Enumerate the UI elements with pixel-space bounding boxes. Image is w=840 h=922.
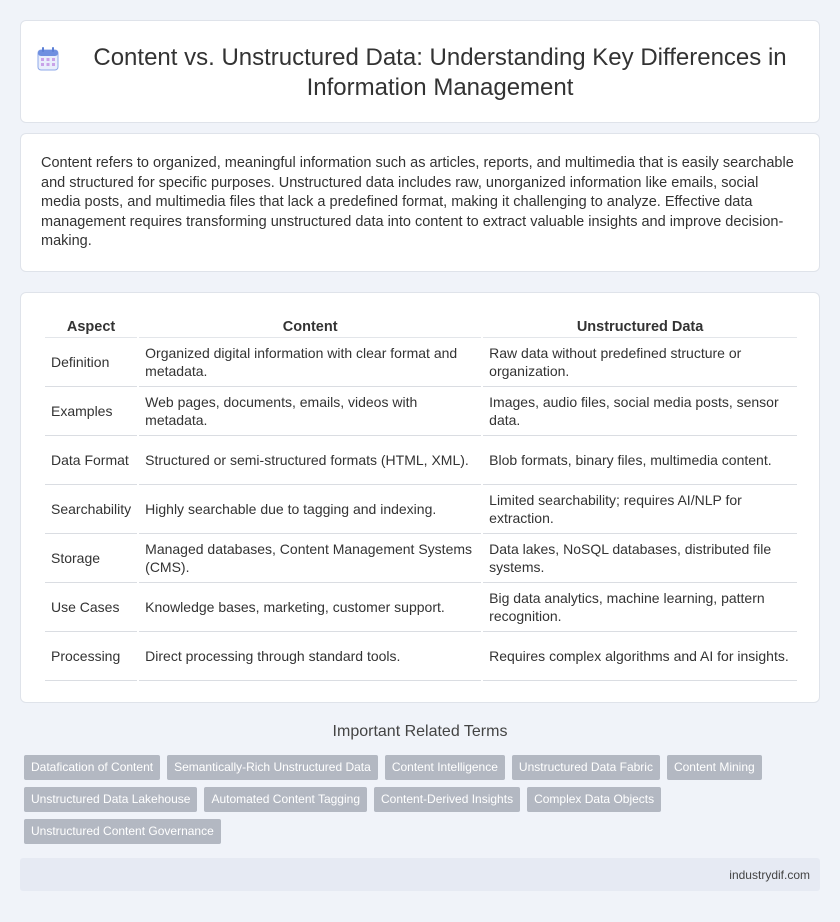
- calendar-icon: [37, 47, 59, 71]
- cell-content: Web pages, documents, emails, videos with metadata.: [139, 387, 481, 436]
- cell-content: Structured or semi-structured formats (HTML, XML).: [139, 436, 481, 485]
- table-row: [45, 583, 797, 632]
- cell-content: Knowledge bases, marketing, customer support.: [139, 583, 481, 632]
- cell-unstructured: Raw data without predefined structure or organization.: [483, 338, 797, 387]
- cell-aspect: Searchability: [45, 485, 137, 534]
- cell-aspect: Definition: [45, 338, 137, 387]
- cell-content: Organized digital information with clear format and metadata.: [139, 338, 481, 387]
- related-term-tag[interactable]: Unstructured Content Governance: [24, 819, 221, 844]
- intro-card: [20, 133, 820, 272]
- cell-unstructured: Data lakes, NoSQL databases, distributed file systems.: [483, 534, 797, 583]
- related-term-tag[interactable]: Automated Content Tagging: [204, 787, 367, 812]
- related-term-tag[interactable]: Unstructured Data Lakehouse: [24, 787, 197, 812]
- cell-aspect: Data Format: [45, 436, 137, 485]
- cell-unstructured: Images, audio files, social media posts, sensor data.: [483, 387, 797, 436]
- comparison-table: [43, 315, 799, 681]
- header-content: Content: [139, 315, 481, 338]
- related-term-tag[interactable]: Content Mining: [667, 755, 762, 780]
- table-row: [45, 485, 797, 534]
- header-aspect: Aspect: [45, 315, 137, 338]
- cell-unstructured: Limited searchability; requires AI/NLP for extraction.: [483, 485, 797, 534]
- header-unstructured: Unstructured Data: [483, 315, 797, 338]
- table-row: [45, 534, 797, 583]
- page-title: Content vs. Unstructured Data: Understanding Key Differences in Information Management: [93, 44, 787, 101]
- cell-content: Highly searchable due to tagging and indexing.: [139, 485, 481, 534]
- related-term-tag[interactable]: Datafication of Content: [24, 755, 160, 780]
- cell-unstructured: Big data analytics, machine learning, pattern recognition.: [483, 583, 797, 632]
- cell-aspect: Examples: [45, 387, 137, 436]
- footer-site-link[interactable]: industrydif.com: [729, 868, 810, 882]
- related-term-tag[interactable]: Content-Derived Insights: [374, 787, 520, 812]
- cell-content: Direct processing through standard tools.: [139, 632, 481, 681]
- cell-aspect: Use Cases: [45, 583, 137, 632]
- related-term-tag[interactable]: Unstructured Data Fabric: [512, 755, 660, 780]
- cell-content: Managed databases, Content Management Systems (CMS).: [139, 534, 481, 583]
- footer: [20, 858, 820, 891]
- related-term-tag[interactable]: Semantically-Rich Unstructured Data: [167, 755, 378, 780]
- table-row: [45, 436, 797, 485]
- related-terms-list: [24, 755, 804, 851]
- table-row: [45, 632, 797, 681]
- cell-unstructured: Requires complex algorithms and AI for insights.: [483, 632, 797, 681]
- comparison-card: [20, 292, 820, 703]
- cell-aspect: Storage: [45, 534, 137, 583]
- cell-unstructured: Blob formats, binary files, multimedia content.: [483, 436, 797, 485]
- related-term-tag[interactable]: Complex Data Objects: [527, 787, 661, 812]
- table-row: [45, 387, 797, 436]
- table-row: [45, 338, 797, 387]
- table-header-row: [45, 315, 797, 338]
- related-terms-heading: Important Related Terms: [332, 723, 508, 740]
- title-card: [20, 20, 820, 123]
- cell-aspect: Processing: [45, 632, 137, 681]
- related-term-tag[interactable]: Content Intelligence: [385, 755, 505, 780]
- intro-paragraph: Content refers to organized, meaningful information such as articles, reports, and multimedia that is easily searchable and structured for specific purposes. Unstructured data includes raw, unorganized information like emails, social media posts, and multimedia files that lack a predefined format, making it challenging to analyze. Effective data management requires transforming unstructured data into content to extract valuable insights and improve decision-making.: [41, 155, 794, 250]
